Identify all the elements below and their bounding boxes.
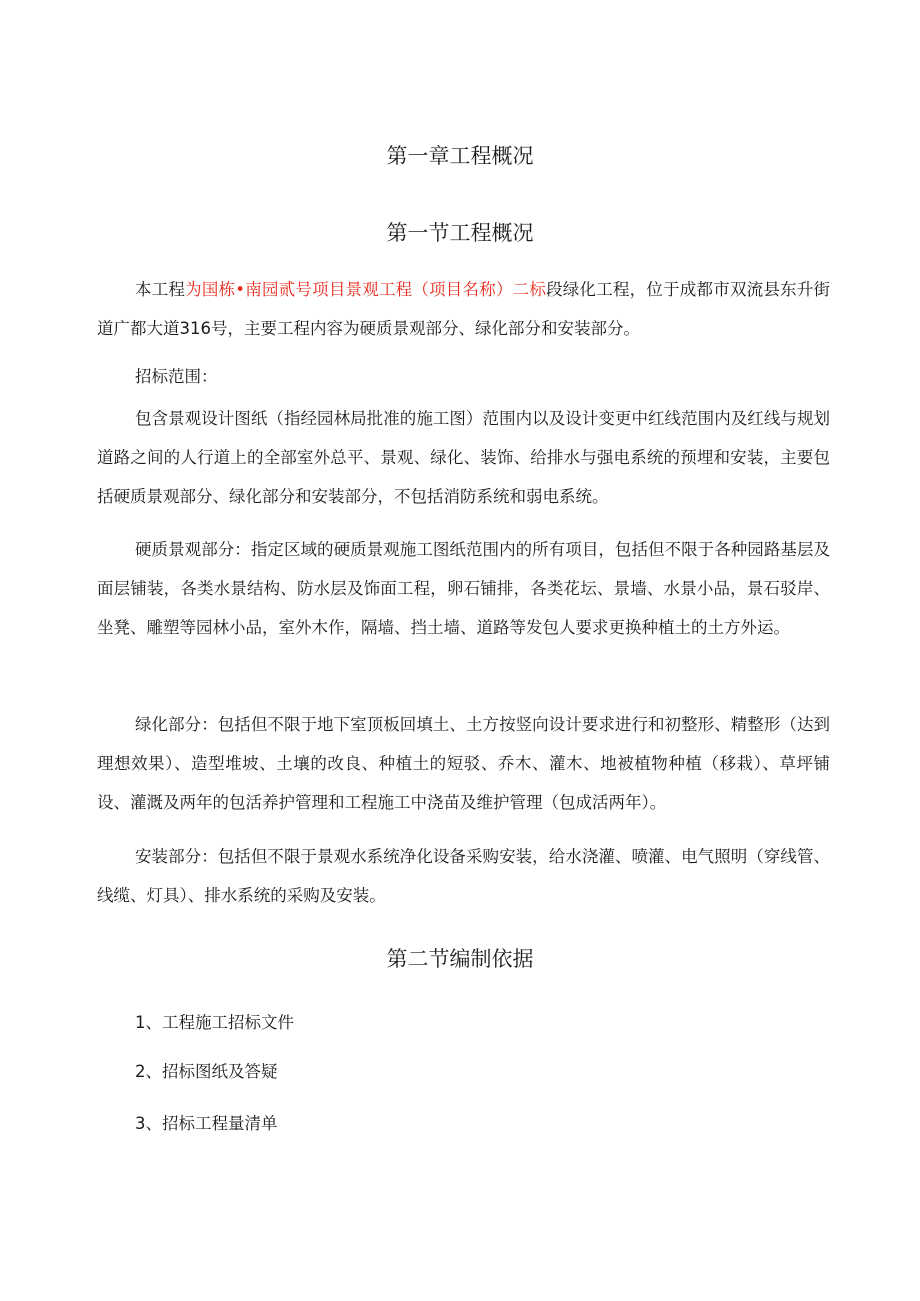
intro-project-name: 为国栋•南园贰号项目景观工程（项目名称）二标: [185, 280, 547, 299]
intro-paragraph: [97, 270, 830, 348]
greening-paragraph: 绿化部分：包括但不限于地下室顶板回填土、土方按竖向设计要求进行和初整形、精整形（达到理想效果）、造型堆坡、土壤的改良、种植土的短驳、乔木、灌木、地被植物种植（移栽）、草坪铺设、灌溉及两年的包活养护管理和工程施工中浇苗及维护管理（包成活两年）。: [97, 715, 830, 812]
scope-label: 招标范围：: [135, 367, 218, 386]
hardscape-paragraph: 硬质景观部分：指定区域的硬质景观施工图纸范围内的所有项目，包括但不限于各种园路基层及面层铺装，各类水景结构、防水层及饰面工程，卵石铺排，各类花坛、景墙、水景小品，景石驳岸、坐凳、雕塑等园林小品，室外木作，隔墙、挡土墙、道路等发包人要求更换种植土的土方外运。: [97, 540, 830, 637]
basis-item-1: 1、工程施工招标文件: [135, 1013, 294, 1032]
chapter-title: 第一章工程概况: [386, 144, 534, 168]
scope-paragraph: 包含景观设计图纸（指经园林局批准的施工图）范围内以及设计变更中红线范围内及红线与规划道路之间的人行道上的全部室外总平、景观、绿化、装饰、给排水与强电系统的预埋和安装，主要包括硬质景观部分、绿化部分和安装部分，不包括消防系统和弱电系统。: [97, 409, 830, 506]
section-1-title: 第一节工程概况: [386, 221, 534, 245]
installation-paragraph: 安装部分：包括但不限于景观水系统净化设备采购安装，给水浇灌、喷灌、电气照明（穿线管、线缆、灯具）、排水系统的采购及安装。: [97, 847, 830, 905]
intro-text-end: 段绿化工程，位于成都市双流县东升街道广都大道316号，主要工程内容为硬质景观部分、绿化部分和安装部分。: [97, 280, 831, 338]
section-2-title: 第二节编制依据: [386, 947, 534, 971]
intro-text-start: 本工程: [135, 280, 186, 299]
basis-item-3: 3、招标工程量清单: [135, 1114, 278, 1133]
basis-item-2: 2、招标图纸及答疑: [135, 1062, 278, 1081]
